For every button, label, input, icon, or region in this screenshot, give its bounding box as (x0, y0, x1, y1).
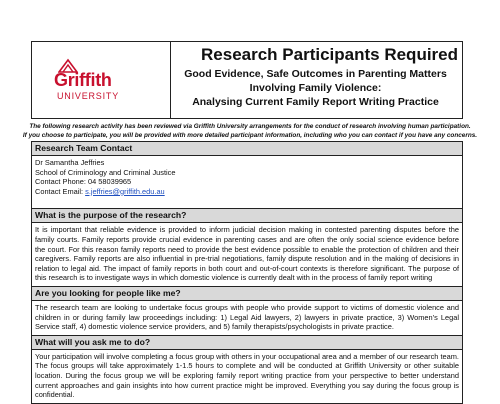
info-table (31, 141, 463, 404)
looking-body (32, 301, 462, 336)
team-contact-body (32, 156, 462, 209)
title-block (171, 42, 462, 118)
spacer (35, 196, 459, 205)
ask-text: Your participation will involve completing a focus group with others in your occupational area and a member of our research team. The focus groups will take approximately 1-1.5 hours to complete and will be conducted at Griffith University or other suitable location. During the focus group we will be exploring family report writing practice from your perspective to better understand current approaches and gain insights into how current practice might be improved. Everything you say during the focus group is confidential. (35, 351, 459, 400)
contact-phone: Contact Phone: 04 58039965 (35, 177, 132, 187)
section-heading-looking: Are you looking for people like me? (32, 287, 462, 301)
ask-body (32, 350, 462, 403)
disclaimer-line: If you choose to participate, you will be provided with more detailed participant information, including who you can contact if you have any concerns. (22, 131, 478, 139)
purpose-body (32, 223, 462, 287)
section-heading-team: Research Team Contact (32, 142, 462, 156)
subtitle-line: Good Evidence, Safe Outcomes in Parenting Matters (184, 68, 447, 80)
header-box (31, 41, 463, 119)
logo-subtext: UNIVERSITY (57, 91, 120, 101)
contact-email-line (35, 187, 459, 197)
page-subtitle (173, 67, 458, 109)
section-heading-purpose: What is the purpose of the research? (32, 209, 462, 223)
ethics-disclaimer (20, 123, 480, 140)
contact-email-label: Contact Email: (35, 186, 86, 196)
section-heading-ask: What will you ask me to do? (32, 336, 462, 350)
disclaimer-line: The following research activity has been reviewed via Griffith University arrangements for the conduct of research involving human participation. (29, 123, 471, 130)
contact-email-link[interactable]: s.jeffries@griffith.edu.au (85, 186, 165, 196)
griffith-logo (32, 42, 170, 118)
subtitle-line: Involving Family Violence: (249, 82, 382, 94)
looking-text: The research team are looking to undertake focus groups with people who provide support to victims of domestic violence and children in or during family law proceedings including: 1) Legal Aid lawyers, 2) lawyers in private practice, 3) Women’s Legal Service staff, 4) domestic violence service providers, and 5) family therapists/psychologists in private practice. (35, 302, 459, 332)
page-title: Research Participants Required (201, 45, 458, 64)
subtitle-line: Analysing Current Family Report Writing Practice (192, 96, 439, 108)
contact-school: School of Criminology and Criminal Justice (35, 167, 176, 177)
contact-name: Dr Samantha Jeffries (35, 158, 105, 167)
logo-wordmark: Griffith (54, 70, 112, 90)
purpose-text: It is important that reliable evidence is provided to inform judicial decision making in contested parenting disputes before the family courts. Family reports provide crucial evidence in parenting cases and are often the only social science evidence before the court. For this reason family reports need to provide the best evidence possible to enable the protection of children and their caregivers. Family reports are also influential in pre-trial negotiations, family dispute resolution and in the making of decisions in relation to legal aid. The impact of family reports in both court and out-of-court contexts is therefore significant. The purpose of this research is to investigate ways in which domestic violence is currently dealt with in the process of family report writing (35, 225, 459, 283)
